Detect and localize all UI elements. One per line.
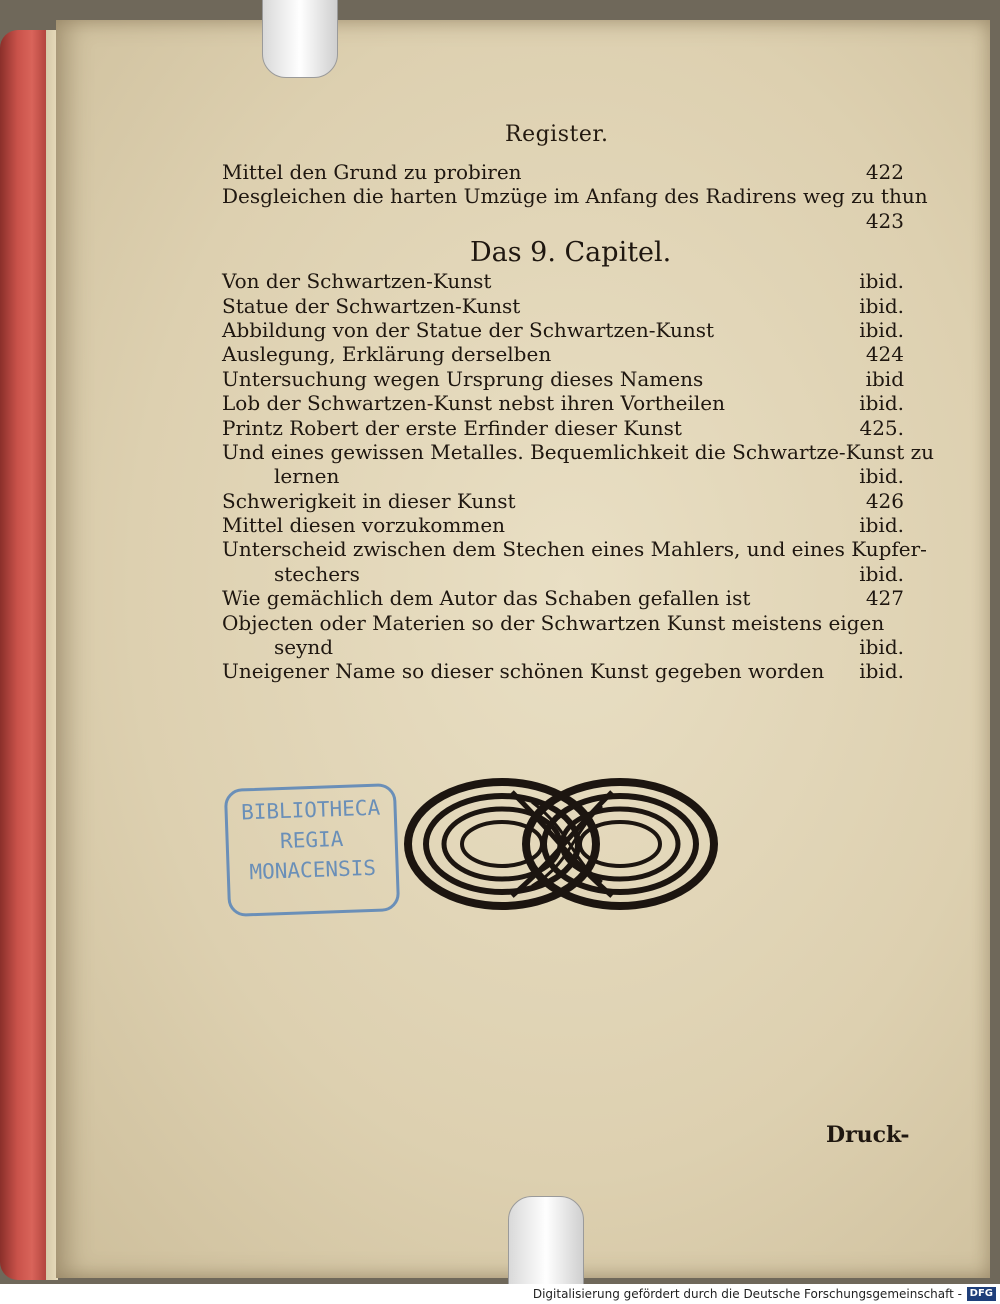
- entry-page-number: 424: [865, 342, 904, 367]
- register-entry: [222, 464, 904, 488]
- entry-text: Abbildung von der Statue der Schwartzen-Kunst: [222, 317, 715, 342]
- entry-text: Objecten oder Materien so der Schwartzen Kunst meistens eigen: [222, 610, 885, 635]
- register-entry: [222, 342, 904, 366]
- entry-text: stechers: [274, 561, 360, 586]
- page-clip-top: [262, 0, 338, 78]
- entry-page-number: ibid.: [859, 513, 904, 538]
- register-entry: [222, 513, 904, 537]
- register-entry: [222, 367, 904, 391]
- register-entry: [222, 209, 904, 233]
- entry-text: Desgleichen die harten Umzüge im Anfang des Radirens weg zu thun: [222, 184, 928, 209]
- catchword: Druck-: [826, 1122, 910, 1148]
- entry-text: Mittel diesen vorzukommen: [222, 513, 506, 538]
- chapter-heading: [222, 233, 904, 269]
- register-entry: [222, 439, 935, 464]
- register-entry: [222, 537, 927, 562]
- footer-credit: Digitalisierung gefördert durch die Deutsche Forschungsgemeinschaft -: [532, 1287, 962, 1301]
- entry-page-number: ibid.: [859, 464, 904, 489]
- register-entry: [222, 184, 928, 209]
- entry-text: Wie gemächlich dem Autor das Schaben gefallen ist: [222, 586, 751, 611]
- register-entry: [222, 160, 904, 184]
- entry-page-number: ibid.: [859, 659, 904, 684]
- entry-page-number: ibid.: [859, 391, 904, 416]
- entry-text: Von der Schwartzen-Kunst: [222, 269, 492, 294]
- entry-page-number: ibid.: [859, 561, 904, 586]
- entry-text: Und eines gewissen Metalles. Bequemlichkeit die Schwartze-Kunst zu: [222, 439, 935, 464]
- entry-text: seynd: [274, 635, 334, 660]
- dfg-logo: DFG: [967, 1287, 996, 1301]
- entry-page-number: ibid.: [859, 635, 904, 660]
- register-entry: [222, 562, 904, 586]
- register-list: [222, 160, 935, 684]
- register-entry: [222, 391, 904, 415]
- entry-page-number: ibid.: [859, 293, 904, 318]
- entry-text: Uneigener Name so dieser schönen Kunst gegeben worden: [222, 659, 825, 684]
- entry-text: Untersuchung wegen Ursprung dieses Namens: [222, 366, 704, 391]
- register-entry: [222, 635, 904, 659]
- register-entry: [222, 318, 904, 342]
- entry-text: Unterscheid zwischen dem Stechen eines Mahlers, und eines Kupfer-: [222, 537, 927, 562]
- entry-page-number: 422: [865, 160, 904, 184]
- register-entry: [222, 489, 904, 513]
- entry-page-number: ibid.: [859, 317, 904, 342]
- register-entry: [222, 659, 904, 683]
- entry-text: Printz Robert der erste Erfinder dieser Kunst: [222, 415, 682, 440]
- entry-text: Statue der Schwartzen-Kunst: [222, 293, 521, 318]
- register-entry: [222, 586, 904, 610]
- register-entry: [222, 294, 904, 318]
- entry-page-number: 425.: [859, 415, 904, 440]
- library-stamp: BIBLIOTHECA REGIA MONACENSIS: [224, 783, 400, 917]
- entry-text: Schwerigkeit in dieser Kunst: [222, 488, 516, 513]
- running-head: Register.: [505, 122, 609, 147]
- register-entry: [222, 611, 904, 635]
- book-edge: [0, 30, 58, 1280]
- entry-page-number: ibid: [865, 366, 904, 391]
- register-entry: [222, 269, 904, 293]
- entry-page-number: 427: [865, 586, 904, 611]
- entry-text: Auslegung, Erklärung derselben: [222, 342, 552, 367]
- register-entry: [222, 416, 904, 440]
- ornament-vignette-icon: [402, 772, 720, 916]
- footer-bar: [0, 1284, 1000, 1304]
- entry-page-number: 423: [865, 208, 904, 233]
- entry-text: lernen: [274, 464, 340, 489]
- entry-text: Mittel den Grund zu probiren: [222, 160, 522, 184]
- page-clip-bottom: [508, 1196, 584, 1298]
- entry-text: Das 9. Capitel.: [470, 237, 672, 269]
- entry-page-number: ibid.: [859, 269, 904, 294]
- entry-text: Lob der Schwartzen-Kunst nebst ihren Vortheilen: [222, 391, 725, 416]
- entry-page-number: 426: [865, 488, 904, 513]
